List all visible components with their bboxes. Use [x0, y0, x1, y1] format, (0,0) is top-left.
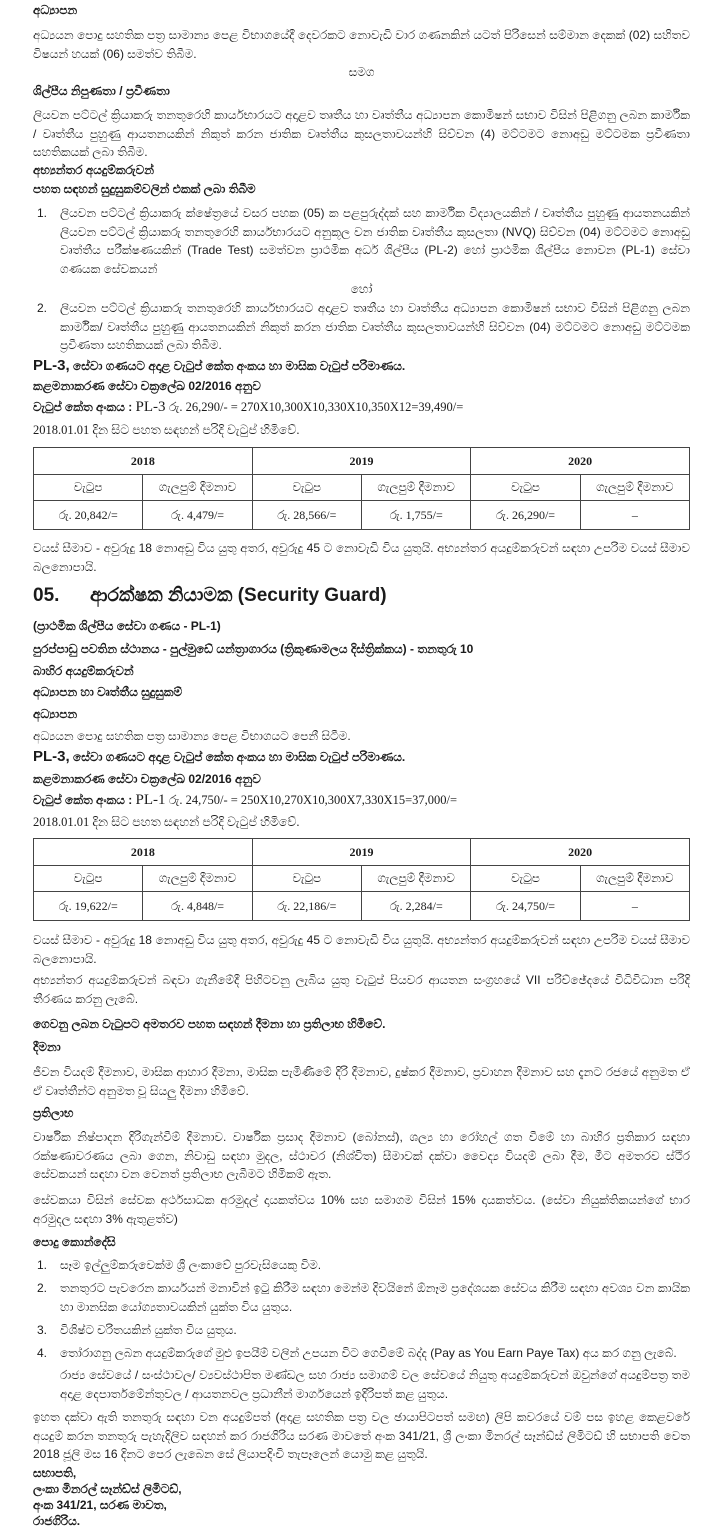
benefits-heading: ගෙවනු ලබන වැටුපට අමතරව පහත සඳහන් දීමනා හා ප්‍රතිලාභ හිමිවේ. [33, 1017, 386, 1031]
allowances-text: ජීවන වියදම් දීමනාව, මාසික ආහාර දීමනා, මාසික පැමිණීමේ දිරි දීමනාව, දුෂ්කර දීමනාව, ප්‍රවාහන දීමනාව සහ දැනට රජයේ අනුමත ඒ ඒ වෘත්තීන්ට අනුමත වූ සියලු දීමනා හිමිවේ. [33, 1065, 690, 1098]
salary-column-header: වැටුප [34, 866, 143, 892]
condition-text: තනතුරට පැවරෙන කාර්යයන් මනාවින් ඉටු කිරීම සඳහා මෙන්ම දිවයිනේ ඕනෑම ප්‍රදේශයක සේවය කිරීම සඳහා අවශ්‍ය වන කායික හා මානසික යෝග්‍යතාවයකින් යුක්ත විය යුතුය. [60, 1281, 690, 1314]
vacancy-location: පුරප්පාඩු පවතින ස්ථානය - පුල්මුඩේ යන්ත්‍රාගාරය (ත්‍රිකුණාමලය දිස්ත්‍රික්කය) - තනතුරු 10 [33, 642, 474, 656]
condition-item-4 [33, 1344, 690, 1363]
salary-code [33, 397, 690, 417]
salary-column-header: වැටුප [252, 475, 361, 501]
perks-heading: ප්‍රතිලාභ [33, 1106, 74, 1120]
condition-text: සෑම ඉල්ලුම්කරුවෙක්ම ශ්‍රී ලංකාවේ පුරවැසියෙකු විම. [60, 1258, 322, 1272]
salary-code-scale: රු. 26,290/- = 270X10,300X10,330X10,350X12=39,490/= [168, 400, 464, 414]
internal-option-1 [33, 204, 690, 278]
salary-heading [33, 747, 690, 767]
allowance-cell: රු. 2,284/= [361, 892, 470, 921]
salary-cell: රු. 24,750/= [471, 892, 580, 921]
salary-column-header: වැටුප [471, 475, 580, 501]
condition-item-1 [33, 1256, 690, 1275]
year-header: 2019 [252, 448, 471, 475]
year-header: 2018 [34, 839, 253, 866]
allowance-cell: රු. 4,848/= [143, 892, 252, 921]
signature-company: ලංකා මිනරල් සෑන්ඩ්ස් ලිමිටඩ්, [33, 1482, 182, 1496]
list-number: 2. [37, 1281, 48, 1295]
allowance-cell: – [580, 892, 689, 921]
provident-fund-text: සේවකයා විසින් සේවක අර්ථසාධක අරමුදල් දායකත්වය 10% සහ සමාගම විසින් 15% දායකත්වය. (සේවා නියුක්තිකයන්ගේ භාර අරමුදල සඳහා 3% ඇතුළත්ව) [33, 1193, 690, 1226]
salary-code-grade: PL-1 [135, 792, 166, 808]
salary-cell: රු. 22,186/= [252, 892, 361, 921]
skills-text: ලියවන පට්ටල් ක්‍රියාකරු තනතුරෙහි කාර්යභාරයට අදාළව තෘතීය හා වෘත්තීය අධ්‍යාපන කොමිෂන් සභාව විසින් පිළිගනු ලබන කාර්මික / වෘත්තීය පුහුණු ආයතනයකින් නිකුත් කරන ජාතික වෘත්තීය කුසලතාවයන්හි සිව්වන (4) මට්ටමට නොඅඩු මට්ටමක ප්‍රවීණතා සහතිකයක් ලබා තිබීම. [33, 108, 690, 159]
salary-cell: රු. 26,290/= [471, 501, 580, 530]
internal-applicants-heading: අභ්‍යන්තර අයදුම්කරුවන් [33, 163, 154, 177]
or-connector: හෝ [350, 282, 373, 296]
condition-text: තෝරාගනු ලබන අයදුම්කරුගේ මුළු ඉපයීම් වලින් උපයන විට ගෙවීමේ බද්ද (Pay as You Earn Paye Tax) අය කර ගනු ලැබේ. [60, 1346, 677, 1360]
internal-applicants-subheading: පහත සඳහන් සුදුසුකම්වලින් එකක් ලබා තිබීම [33, 182, 256, 196]
adjustment-allowance-column-header: ගැලපුම් දීමනාව [143, 475, 252, 501]
external-applicants-heading: බාහිර අයදුම්කරුවන් [33, 664, 134, 678]
salary-heading-text: සේවා ගණයට අදාළ වැටුප් කේත අංකය හා මාසික වැටුප් පරිමාණය. [73, 359, 406, 373]
circular-reference: කළමනාකරණ සේවා චක්‍රලේඛ 02/2016 අනුව [33, 772, 261, 786]
salary-heading-text: සේවා ගණයට අදාළ වැටුප් කේත අංකය හා මාසික වැටුප් පරිමාණය. [73, 750, 406, 764]
perks-text: වාර්ෂික නිෂ්පාදන දිරිගැන්වීම් දීමනාව. වාර්ෂික ප්‍රසාද දීමනාව (බෝනස්), ශල්‍ය හා රෝහල් ගත වීමේ හා බාහිර ප්‍රතිකාර සඳහා රක්ෂණාවරණය ලබා ගෙන, නිවාඩු සඳහා මුදල, ස්ථාවර (නිශ්චිත) සීමාවක් දක්වා වෛද්‍ය වියදම් ලබා දීම, මීට අමතරව ස්ථිර සේවකයන් සඳහා වන වෙනත් ප්‍රතිලාභ ලැබීමට හිමිකම් ඇත. [33, 1130, 690, 1181]
service-category: (ප්‍රාථමික ශිල්පීය සේවා ගණය - PL-1) [33, 619, 221, 633]
signature-address: අංක 341/21, සරණ මාවත, [33, 1498, 167, 1512]
education-heading: අධ්‍යාපන [33, 3, 78, 17]
adjustment-allowance-column-header: ගැලපුම් දීමනාව [361, 866, 470, 892]
allowances-heading: දීමනා [33, 1040, 61, 1054]
age-limit: වයස් සීමාව - අවුරුදු 18 නොඅඩු විය යුතු අතර, අවුරුදු 45 ට නොවැඩි විය යුතුයි. අභ්‍යන්තර අයදුම්කරුවන් සඳහා උපරිම වයස් සීමාව බලනොපායි. [33, 541, 690, 574]
allowance-cell: රු. 4,479/= [143, 501, 252, 530]
salary-code [33, 790, 690, 810]
section-number: 05. [33, 585, 60, 606]
section-heading [33, 583, 690, 609]
adjustment-allowance-column-header: ගැලපුම් දීමනාව [580, 866, 689, 892]
together-connector: සමග [348, 65, 375, 79]
condition-text: විශිෂ්ට චරිතයකින් යුක්ත විය යුතුය. [60, 1323, 237, 1337]
list-number: 2. [37, 301, 48, 315]
table-row [34, 501, 690, 530]
internal-option-text: ලියවන පට්ටල් ක්‍රියාකරු තනතුරෙහි කාර්යභාරයට අදාළව තෘතීය හා වෘත්තීය අධ්‍යාපන කොමිෂන් සභාව විසින් පිළිගනු ලබන කාර්මික/ වෘත්තීය පුහුණු ආයතනයකින් නිකුත් කරන ජාතික වෘත්තීය කුසලතාවයන්හි සිව්වන (04) මට්ටමට නොඅඩු මට්ටමක ප්‍රවීණතා සහතිකයක් ලබා තිබීම. [60, 301, 690, 352]
public-sector-note: රාජ්‍ය සේවයේ / සංස්ථාවල/ ව්‍යවස්ථාපිත මණ්ඩල සහ රාජ්‍ය සමාගම් වල සේවයේ නියුතු අයදුම්කරුවන් ඔවුන්ගේ අයදුම්පත්‍ර තම අදාළ දෙපාර්තමේන්තුවල / ආයතනවල ප්‍රධානීන් මාර්ගයෙන් ඉදිරිපත් කළ යුතුය. [60, 1368, 690, 1401]
salary-heading-grade: PL-3, [33, 357, 70, 374]
year-row [34, 839, 690, 866]
skills-heading: ශිල්පීය නිපුණතා / ප්‍රවීණතා [33, 84, 170, 98]
adjustment-allowance-column-header: ගැලපුම් දීමනාව [143, 866, 252, 892]
salary-code-label: වැටුප් කේත අංකය : [33, 793, 133, 807]
list-number: 1. [37, 1258, 48, 1272]
salary-effective-date: 2018.01.01 දින සිට පහත සඳහන් පරිදි වැටුප් හිමිවේ. [33, 423, 300, 437]
salary-column-header: වැටුප [252, 866, 361, 892]
condition-item-2 [33, 1279, 690, 1316]
education-text: අධ්‍යයන පොදු සහතික පත්‍ර සාමාන්‍ය පෙළ විභාගයට පෙනී සිටීම. [33, 729, 351, 743]
year-header: 2020 [471, 448, 690, 475]
education-heading: අධ්‍යාපන [33, 707, 78, 721]
salary-cell: රු. 19,622/= [34, 892, 143, 921]
table-row [34, 892, 690, 921]
circular-reference: කළමනාකරණ සේවා චක්‍රලේඛ 02/2016 අනුව [33, 379, 261, 393]
adjustment-allowance-column-header: ගැලපුම් දීමනාව [580, 475, 689, 501]
condition-item-3 [33, 1321, 690, 1340]
salary-heading-grade: PL-3, [33, 748, 70, 765]
column-header-row [34, 866, 690, 892]
internal-option-text: ලියවන පට්ටල් ක්‍රියාකරු ක්ෂේත්‍රයේ වසර පහක (05) ක පළපුරුද්දක් සහ කාර්මික විද්‍යාලයකින් / වෘත්තීය පුහුණු ආයතනයකින් ලියවන පට්ටල් ක්‍රියාකරු තනතුරෙහි කාර්යභාරයට අනුකූල වන ජාතික වෘත්තීය කුසලතා (NVQ) සිව්වන (04) මට්ටමට නොඅඩු වෘත්තීය පරීක්ෂණයකින් (Trade Test) සමත්වන ප්‍රාථමික අර්ධ ශිල්පීය (PL-2) හෝ ප්‍රාථමික ශිල්පීය නොවන (PL-1) සේවා ගණයක සේවකයන් [60, 206, 690, 276]
salary-table [33, 838, 690, 921]
salary-column-header: වැටුප [34, 475, 143, 501]
year-header: 2020 [471, 839, 690, 866]
year-header: 2018 [34, 448, 253, 475]
list-number: 3. [37, 1323, 48, 1337]
column-header-row [34, 475, 690, 501]
application-instructions: ඉහත දක්වා ඇති තනතුරු සඳහා වන අයදුම්පත් (අදාළ සහතික පත්‍ර වල ඡායාපිටපත් සමඟ) ලිපි කවරයේ වම් පස ඉහළ කෙළවරේ අයදුම් කරන තනතුරු පැහැදිලිව සඳහන් කර රාජගිරිය සරණ මාවතේ අංක 341/21, ශ්‍රී ලංකා මිනරල් සෑන්ඩ්ස් ලිමිටඩ් හි සභාපති වෙත 2018 ජූලි මස 16 දිනට පෙර ලැබෙන සේ ලියාපදිංචි තැපෑලෙන් යොමු කළ යුතුයි. [33, 1410, 690, 1461]
salary-effective-date: 2018.01.01 දින සිට පහත සඳහන් පරිදි වැටුප් හිමිවේ. [33, 815, 300, 829]
year-header: 2019 [252, 839, 471, 866]
salary-cell: රු. 28,566/= [252, 501, 361, 530]
allowance-cell: රු. 1,755/= [361, 501, 470, 530]
salary-heading [33, 356, 690, 376]
section-title: ආරක්ෂක නියාමක (Security Guard) [90, 585, 387, 606]
education-text: අධ්‍යයන පොදු සහතික පත්‍ර සාමාන්‍ය පෙළ විභාගයේදී දෙවරකට නොවැඩි වාර ගණනකින් යටත් පිරිසෙන් සම්මාන දෙකක් (02) සහිතව විෂයන් හයක් (06) සමත්ව තිබීම. [33, 28, 690, 61]
general-conditions-heading: පොදු කොන්දේසි [33, 1235, 116, 1249]
salary-code-scale: රු. 24,750/- = 250X10,270X10,300X7,330X15=37,000/= [168, 793, 458, 807]
salary-code-label: වැටුප් කේත අංකය : [33, 400, 133, 414]
salary-cell: රු. 20,842/= [34, 501, 143, 530]
qualifications-heading: අධ්‍යාපන හා වෘත්තීය සුදුසුකම් [33, 685, 183, 699]
list-number: 4. [37, 1346, 48, 1360]
signature-title: සභාපති, [33, 1466, 77, 1480]
salary-code-grade: PL-3 [135, 399, 166, 415]
age-limit: වයස් සීමාව - අවුරුදු 18 නොඅඩු විය යුතු අතර, අවුරුදු 45 ට නොවැඩි විය යුතුයි. අභ්‍යන්තර අයදුම්කරුවන් සඳහා උපරිම වයස් සීමාව බලනොපායි. [33, 933, 690, 966]
salary-column-header: වැටුප [471, 866, 580, 892]
internal-salary-step-note: අභ්‍යන්තර අයදුම්කරුවන් බඳවා ගැනීමේදී පිහිටවනු ලැබිය යුතු වැටුප් පියවර ආයතන සංග්‍රහයේ VII පරිච්ඡේදයේ විධිවිධාන පරිදි තීරණය කරනු ලැබේ. [33, 973, 690, 1006]
list-number: 1. [37, 206, 48, 220]
signature-city: රාජගිරිය. [33, 1514, 81, 1528]
salary-table [33, 447, 690, 530]
year-row [34, 448, 690, 475]
adjustment-allowance-column-header: ගැලපුම් දීමනාව [361, 475, 470, 501]
internal-option-2 [33, 299, 690, 355]
allowance-cell: – [580, 501, 689, 530]
